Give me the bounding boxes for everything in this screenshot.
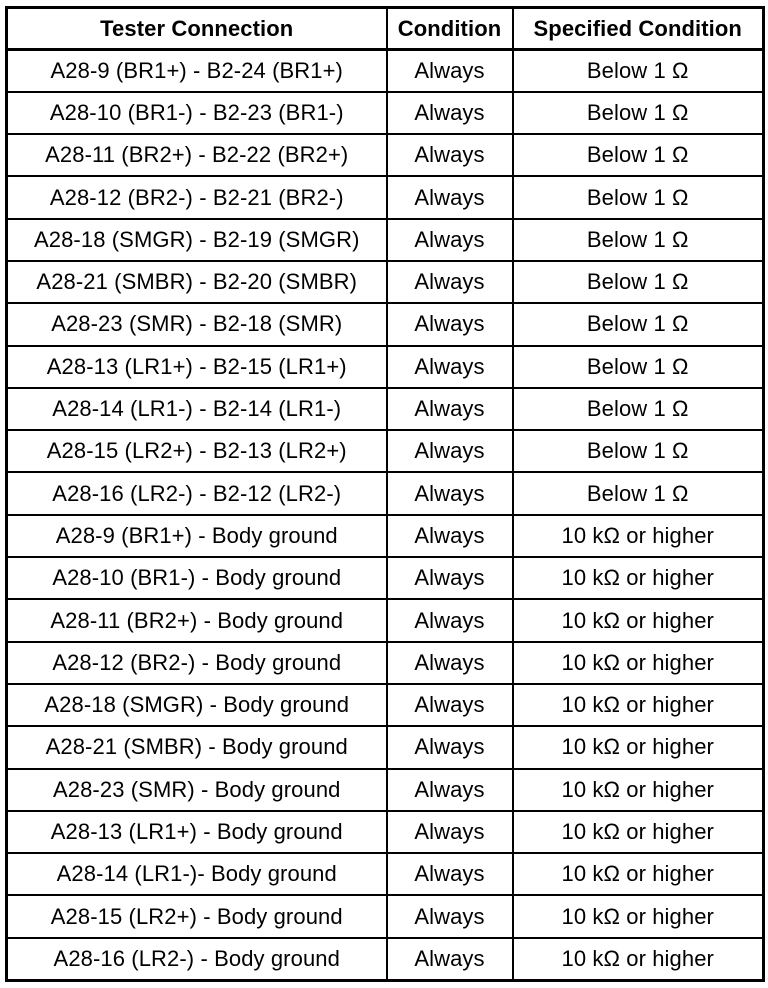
table-row: [7, 430, 764, 472]
cell-condition: Always: [387, 303, 513, 345]
cell-tester-connection: A28-21 (SMBR) - Body ground: [7, 726, 387, 768]
cell-condition: Always: [387, 557, 513, 599]
cell-tester-connection: A28-10 (BR1-) - Body ground: [7, 557, 387, 599]
cell-tester-connection: A28-12 (BR2-) - B2-21 (BR2-): [7, 176, 387, 218]
spec-table: [5, 6, 765, 982]
cell-specified-condition: Below 1 Ω: [513, 176, 764, 218]
cell-condition: Always: [387, 472, 513, 514]
table-row: [7, 769, 764, 811]
cell-specified-condition: 10 kΩ or higher: [513, 684, 764, 726]
cell-condition: Always: [387, 811, 513, 853]
table-row: [7, 219, 764, 261]
cell-condition: Always: [387, 684, 513, 726]
cell-specified-condition: 10 kΩ or higher: [513, 642, 764, 684]
table-row: [7, 599, 764, 641]
cell-specified-condition: 10 kΩ or higher: [513, 557, 764, 599]
cell-specified-condition: Below 1 Ω: [513, 430, 764, 472]
cell-specified-condition: Below 1 Ω: [513, 346, 764, 388]
table-header: [7, 8, 764, 50]
cell-tester-connection: A28-11 (BR2+) - B2-22 (BR2+): [7, 134, 387, 176]
cell-condition: Always: [387, 769, 513, 811]
cell-specified-condition: 10 kΩ or higher: [513, 811, 764, 853]
cell-tester-connection: A28-11 (BR2+) - Body ground: [7, 599, 387, 641]
cell-condition: Always: [387, 134, 513, 176]
table-row: [7, 92, 764, 134]
table-row: [7, 557, 764, 599]
cell-tester-connection: A28-15 (LR2+) - B2-13 (LR2+): [7, 430, 387, 472]
cell-specified-condition: Below 1 Ω: [513, 388, 764, 430]
cell-condition: Always: [387, 599, 513, 641]
cell-condition: Always: [387, 346, 513, 388]
cell-tester-connection: A28-21 (SMBR) - B2-20 (SMBR): [7, 261, 387, 303]
table-row: [7, 853, 764, 895]
table-row: [7, 346, 764, 388]
table-row: [7, 726, 764, 768]
cell-specified-condition: Below 1 Ω: [513, 219, 764, 261]
cell-tester-connection: A28-9 (BR1+) - Body ground: [7, 515, 387, 557]
cell-condition: Always: [387, 388, 513, 430]
cell-tester-connection: A28-13 (LR1+) - Body ground: [7, 811, 387, 853]
cell-tester-connection: A28-10 (BR1-) - B2-23 (BR1-): [7, 92, 387, 134]
cell-specified-condition: Below 1 Ω: [513, 50, 764, 92]
cell-specified-condition: 10 kΩ or higher: [513, 853, 764, 895]
table-row: [7, 261, 764, 303]
cell-tester-connection: A28-15 (LR2+) - Body ground: [7, 895, 387, 937]
cell-specified-condition: Below 1 Ω: [513, 303, 764, 345]
table-row: [7, 50, 764, 92]
cell-condition: Always: [387, 853, 513, 895]
table-row: [7, 938, 764, 980]
cell-condition: Always: [387, 92, 513, 134]
cell-condition: Always: [387, 219, 513, 261]
table-row: [7, 134, 764, 176]
cell-specified-condition: 10 kΩ or higher: [513, 515, 764, 557]
cell-tester-connection: A28-23 (SMR) - Body ground: [7, 769, 387, 811]
table-row: [7, 684, 764, 726]
table-row: [7, 642, 764, 684]
cell-tester-connection: A28-16 (LR2-) - Body ground: [7, 938, 387, 980]
cell-tester-connection: A28-12 (BR2-) - Body ground: [7, 642, 387, 684]
cell-tester-connection: A28-14 (LR1-) - B2-14 (LR1-): [7, 388, 387, 430]
header-tester-connection: Tester Connection: [7, 8, 387, 50]
cell-condition: Always: [387, 726, 513, 768]
table-row: [7, 895, 764, 937]
cell-condition: Always: [387, 515, 513, 557]
cell-specified-condition: Below 1 Ω: [513, 92, 764, 134]
cell-tester-connection: A28-16 (LR2-) - B2-12 (LR2-): [7, 472, 387, 514]
cell-specified-condition: 10 kΩ or higher: [513, 726, 764, 768]
cell-tester-connection: A28-18 (SMGR) - Body ground: [7, 684, 387, 726]
cell-specified-condition: Below 1 Ω: [513, 472, 764, 514]
cell-tester-connection: A28-9 (BR1+) - B2-24 (BR1+): [7, 50, 387, 92]
cell-condition: Always: [387, 261, 513, 303]
cell-tester-connection: A28-14 (LR1-)- Body ground: [7, 853, 387, 895]
cell-tester-connection: A28-18 (SMGR) - B2-19 (SMGR): [7, 219, 387, 261]
cell-condition: Always: [387, 50, 513, 92]
cell-tester-connection: A28-13 (LR1+) - B2-15 (LR1+): [7, 346, 387, 388]
header-condition: Condition: [387, 8, 513, 50]
table-row: [7, 176, 764, 218]
cell-condition: Always: [387, 430, 513, 472]
table-row: [7, 515, 764, 557]
table-row: [7, 811, 764, 853]
cell-condition: Always: [387, 176, 513, 218]
table-row: [7, 303, 764, 345]
cell-specified-condition: 10 kΩ or higher: [513, 599, 764, 641]
table-row: [7, 472, 764, 514]
cell-tester-connection: A28-23 (SMR) - B2-18 (SMR): [7, 303, 387, 345]
cell-specified-condition: 10 kΩ or higher: [513, 938, 764, 980]
table-body: [7, 50, 764, 981]
header-specified-condition: Specified Condition: [513, 8, 764, 50]
cell-condition: Always: [387, 642, 513, 684]
cell-specified-condition: 10 kΩ or higher: [513, 769, 764, 811]
cell-specified-condition: 10 kΩ or higher: [513, 895, 764, 937]
cell-specified-condition: Below 1 Ω: [513, 134, 764, 176]
cell-condition: Always: [387, 895, 513, 937]
cell-specified-condition: Below 1 Ω: [513, 261, 764, 303]
table-row: [7, 388, 764, 430]
header-row: [7, 8, 764, 50]
cell-condition: Always: [387, 938, 513, 980]
